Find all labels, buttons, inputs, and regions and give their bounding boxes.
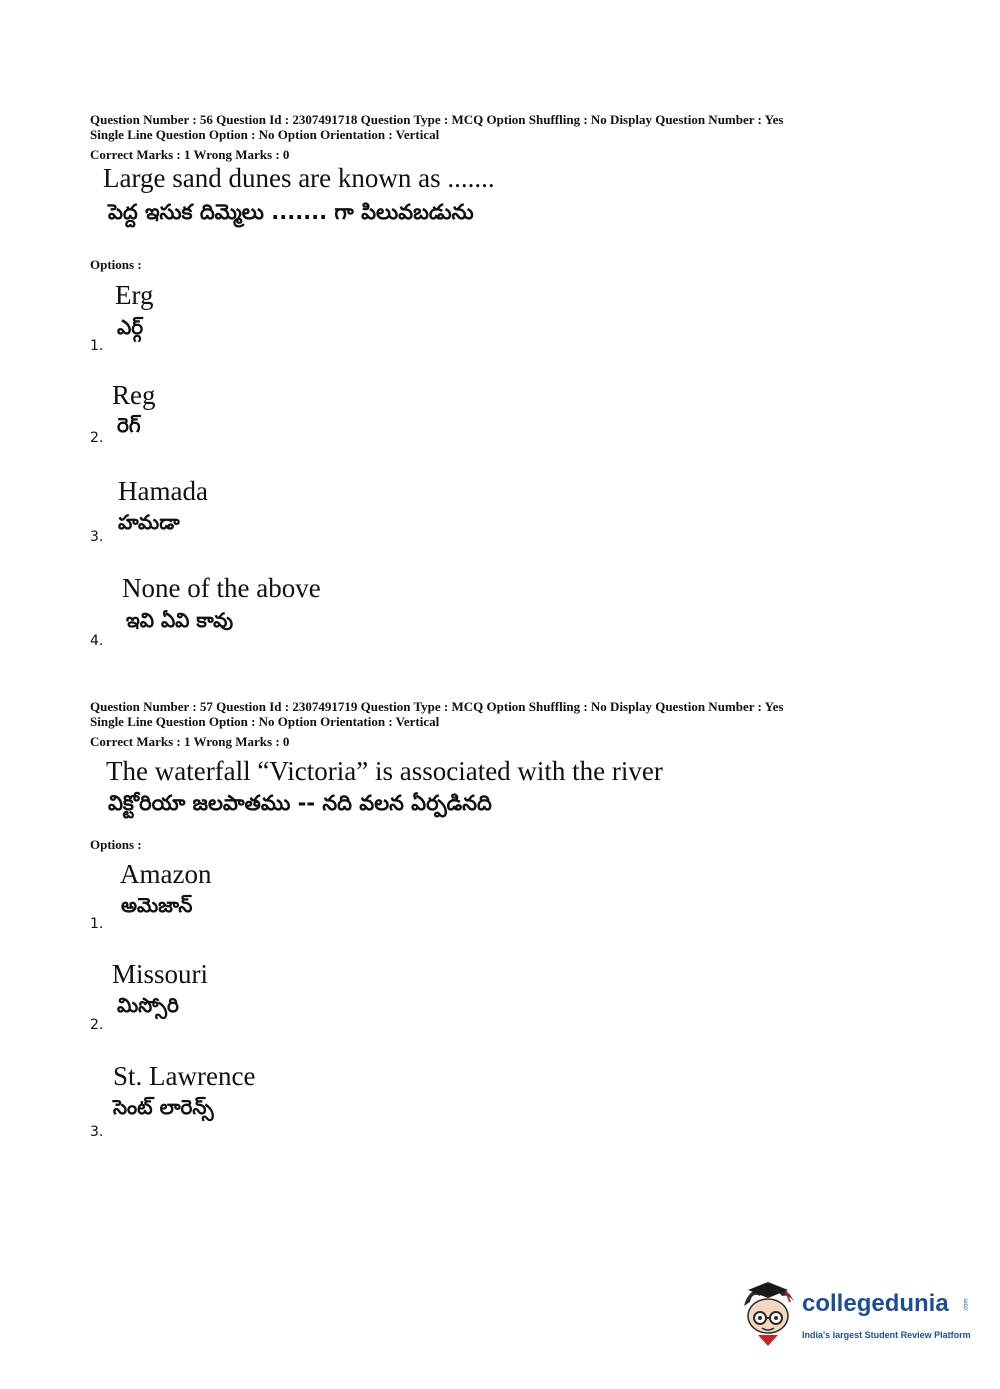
q57-option-2-en: Missouri xyxy=(112,959,209,989)
q56-option-4-te: ఇవి ఏవి కావు xyxy=(126,608,234,632)
q56-meta-line1: Question Number : 56 Question Id : 2307491718 Question Type : MCQ Option Shuffling : No Display Question Number : Yes xyxy=(90,112,784,127)
q57-option-2-te: మిస్సోరి xyxy=(117,993,179,1017)
q56-option-4-en: None of the above xyxy=(122,573,321,603)
q57-marks: Correct Marks : 1 Wrong Marks : 0 xyxy=(90,734,290,749)
logo-tagline: India's largest Student Review Platform xyxy=(802,1330,971,1340)
q56-option-1-te: ఎర్గ్ xyxy=(117,315,144,339)
q57-text-te: విక్టోరియా జలపాతము -- నది వలన ఏర్పడినది xyxy=(108,791,492,815)
q57-text-en: The waterfall “Victoria” is associated with the river xyxy=(106,756,663,786)
q56-option-2-number: 2. xyxy=(90,430,104,446)
q56-text-en: Large sand dunes are known as ....... xyxy=(103,163,495,193)
q56-meta-line2: Single Line Question Option : No Option Orientation : Vertical xyxy=(90,127,440,142)
q56-option-4-number: 4. xyxy=(90,633,104,649)
q56-option-3-en: Hamada xyxy=(118,476,208,506)
q57-option-1-en: Amazon xyxy=(120,859,212,889)
q56-marks: Correct Marks : 1 Wrong Marks : 0 xyxy=(90,147,290,162)
q56-text-te: పెద్ద ఇసుక దిమ్మెలు ....... గా పిలువబడును xyxy=(108,200,474,224)
q57-meta-line1: Question Number : 57 Question Id : 2307491719 Question Type : MCQ Option Shuffling : No Display Question Number : Yes xyxy=(90,699,784,714)
mascot-icon xyxy=(738,1280,800,1350)
q57-meta-line2: Single Line Question Option : No Option Orientation : Vertical xyxy=(90,714,440,729)
q57-option-3-number: 3. xyxy=(90,1124,104,1140)
q56-option-2-te: రెగ్ xyxy=(117,413,141,437)
q57-option-3-te: సెంట్ లారెన్స్ xyxy=(113,1095,214,1119)
q56-option-1-number: 1. xyxy=(90,338,104,354)
collegedunia-logo[interactable] xyxy=(738,1280,978,1350)
q57-option-1-te: అమెజాన్ xyxy=(121,893,193,917)
q57-option-3-en: St. Lawrence xyxy=(113,1061,256,1091)
q57-option-1-number: 1. xyxy=(90,916,104,932)
logo-brand-name: collegedunia xyxy=(802,1290,949,1317)
q56-options-label: Options : xyxy=(90,257,142,272)
q56-option-2-en: Reg xyxy=(112,380,156,410)
logo-suffix: .com xyxy=(963,1298,970,1312)
q56-option-3-number: 3. xyxy=(90,529,104,545)
q56-option-1-en: Erg xyxy=(115,280,154,310)
q57-options-label: Options : xyxy=(90,837,142,852)
q56-option-3-te: హమడా xyxy=(118,510,180,534)
q57-option-2-number: 2. xyxy=(90,1017,104,1033)
